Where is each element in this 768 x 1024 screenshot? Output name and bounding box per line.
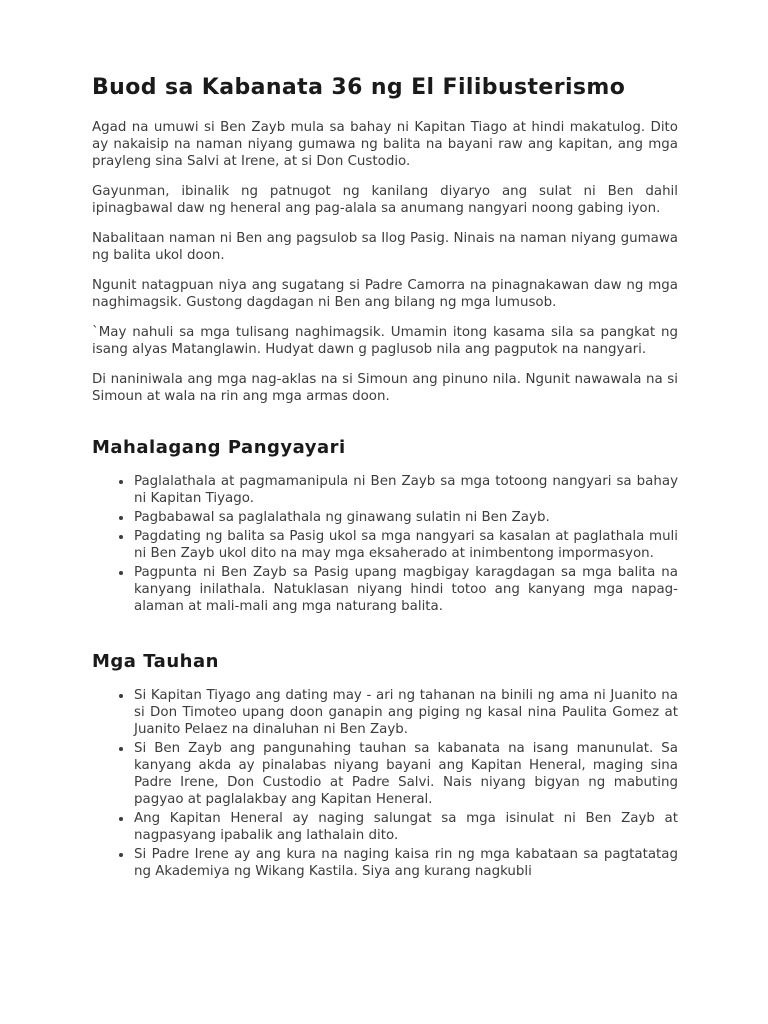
bullet-list-mga-tauhan <box>92 687 678 880</box>
paragraph: Di naniniwala ang mga nag-aklas na si Simoun ang pinuno nila. Ngunit nawawala na si Simoun at wala na rin ang mga armas doon. <box>92 372 678 404</box>
section-heading-mahalagang-pangyayari: Mahalagang Pangyayari <box>92 437 346 458</box>
paragraph: Agad na umuwi si Ben Zayb mula sa bahay ni Kapitan Tiago at hindi makatulog. Dito ay nakaisip na naman niyang gumawa ng balita na bayani raw ang kapitan, ang mga prayleng sina Salvi at Irene, at si Don Custodio. <box>92 120 678 169</box>
paragraph: `May nahuli sa mga tulisang naghimagsik. Umamin itong kasama sila sa pangkat ng isang alyas Matanglawin. Hudyat dawn g paglusob nila ang pagputok na nangyari. <box>92 325 678 357</box>
list-item: • Si Ben Zayb ang pangunahing tauhan sa kabanata na isang manunulat. Sa kanyang akda ay pinalabas niyang bayani ang Kapitan Heneral, maging sina Padre Irene, Don Custodio at Padre Salvi. Nais niyang bigyan ng mabuting pagyao at paglalakbay ang Kapitan Heneral. <box>133 740 678 808</box>
document-body <box>92 119 678 880</box>
paragraph: Nabalitaan naman ni Ben ang pagsulob sa Ilog Pasig. Ninais na naman niyang gumawa ng balita ukol doon. <box>92 231 678 263</box>
paragraph: Gayunman, ibinalik ng patnugot ng kanilang diyaryo ang sulat ni Ben dahil ipinagbawal daw ng heneral ang pag-alala sa anumang nangyari noong gabing iyon. <box>92 184 678 216</box>
list-item: • Paglalathala at pagmamanipula ni Ben Zayb sa mga totoong nangyari sa bahay ni Kapitan Tiyago. <box>133 473 678 507</box>
section-heading-mga-tauhan: Mga Tauhan <box>92 651 219 672</box>
document-title: Buod sa Kabanata 36 ng El Filibusterismo <box>92 75 626 100</box>
list-item: • Pagdating ng balita sa Pasig ukol sa mga nangyari sa kasalan at paglathala muli ni Ben Zayb ukol dito na may mga eksaherado at inimbentong impormasyon. <box>133 528 678 562</box>
list-item: • Si Padre Irene ay ang kura na naging kaisa rin ng mga kabataan sa pagtatatag ng Akademiya ng Wikang Kastila. Siya ang kurang nagkubli <box>133 846 678 880</box>
list-item: • Ang Kapitan Heneral ay naging salungat sa mga isinulat ni Ben Zayb at nagpasyang ipabalik ang lathalain dito. <box>133 810 678 844</box>
list-item: • Pagbabawal sa paglalathala ng ginawang sulatin ni Ben Zayb. <box>133 509 678 526</box>
paragraph: Ngunit natagpuan niya ang sugatang si Padre Camorra na pinagnakawan daw ng mga naghimagsik. Gustong dagdagan ni Ben ang bilang ng mga lumusob. <box>92 278 678 310</box>
list-item: • Pagpunta ni Ben Zayb sa Pasig upang magbigay karagdagan sa mga balita na kanyang inilathala. Natuklasan niyang hindi totoo ang kanyang mga napag-alaman at mali-mali ang mga naturang balita. <box>133 564 678 615</box>
list-item: • Si Kapitan Tiyago ang dating may - ari ng tahanan na binili ng ama ni Juanito na si Don Timoteo upang doon ganapin ang piging ng kasal nina Paulita Gomez at Juanito Pelaez na dinaluhan ni Ben Zayb. <box>133 687 678 738</box>
bullet-list-mahalagang-pangyayari <box>92 473 678 615</box>
